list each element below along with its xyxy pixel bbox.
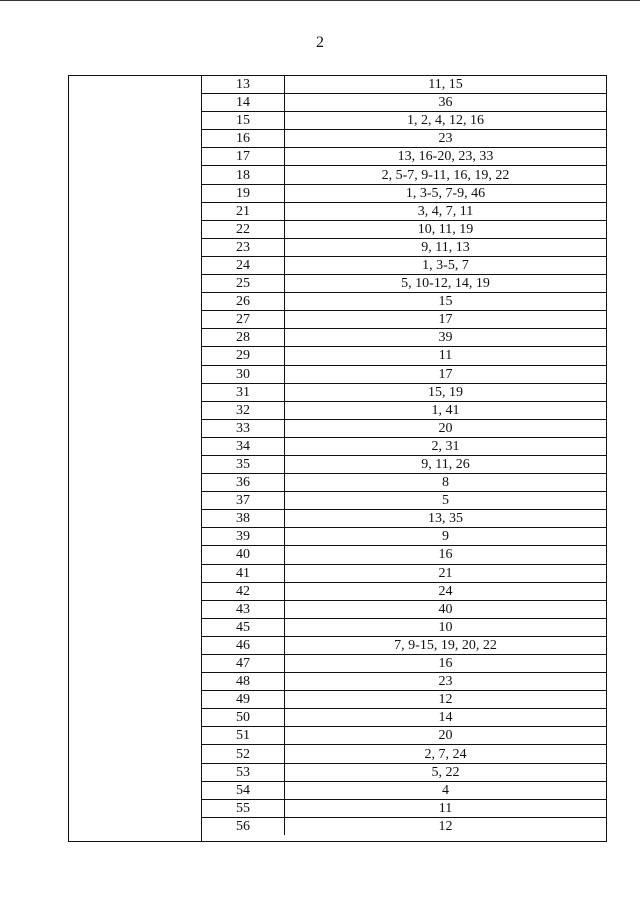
row-references-cell: 24 — [285, 582, 607, 600]
row-references-cell: 15, 19 — [285, 383, 607, 401]
row-references-cell: 13, 35 — [285, 510, 607, 528]
row-number-cell: 55 — [202, 799, 285, 817]
page-number: 2 — [316, 34, 324, 51]
table-body — [202, 76, 606, 835]
row-references-cell: 16 — [285, 655, 607, 673]
row-number-cell: 19 — [202, 184, 285, 202]
row-references-cell: 1, 41 — [285, 401, 607, 419]
row-number-cell: 38 — [202, 510, 285, 528]
row-number-cell: 46 — [202, 636, 285, 654]
row-references-cell: 1, 3-5, 7 — [285, 256, 607, 274]
row-references-cell: 11 — [285, 799, 607, 817]
table-row — [202, 130, 606, 148]
row-references-cell: 40 — [285, 600, 607, 618]
row-references-cell: 9, 11, 13 — [285, 238, 607, 256]
row-number-cell: 52 — [202, 745, 285, 763]
row-number-cell: 39 — [202, 528, 285, 546]
table-row — [202, 293, 606, 311]
row-number-cell: 24 — [202, 256, 285, 274]
reference-table — [68, 75, 607, 842]
row-references-cell: 39 — [285, 329, 607, 347]
row-references-cell: 12 — [285, 691, 607, 709]
table-row — [202, 546, 606, 564]
row-number-cell: 35 — [202, 455, 285, 473]
table-row — [202, 709, 606, 727]
table-row — [202, 510, 606, 528]
row-number-cell: 54 — [202, 781, 285, 799]
page-top-edge — [0, 0, 640, 1]
table-row — [202, 781, 606, 799]
row-number-cell: 22 — [202, 220, 285, 238]
row-number-cell: 34 — [202, 437, 285, 455]
table-row — [202, 311, 606, 329]
table-merged-left-column — [69, 76, 202, 841]
table-row — [202, 365, 606, 383]
row-references-cell: 5 — [285, 492, 607, 510]
table-row — [202, 383, 606, 401]
row-number-cell: 48 — [202, 673, 285, 691]
row-number-cell: 27 — [202, 311, 285, 329]
row-references-cell: 9 — [285, 528, 607, 546]
row-number-cell: 26 — [202, 293, 285, 311]
row-references-cell: 15 — [285, 293, 607, 311]
table-row — [202, 419, 606, 437]
table-row — [202, 799, 606, 817]
row-number-cell: 13 — [202, 76, 285, 94]
row-number-cell: 23 — [202, 238, 285, 256]
row-number-cell: 51 — [202, 727, 285, 745]
table-row — [202, 112, 606, 130]
table-row — [202, 347, 606, 365]
row-number-cell: 50 — [202, 709, 285, 727]
row-number-cell: 43 — [202, 600, 285, 618]
row-number-cell: 25 — [202, 275, 285, 293]
row-number-cell: 32 — [202, 401, 285, 419]
table-row — [202, 564, 606, 582]
table-row — [202, 166, 606, 184]
row-number-cell: 30 — [202, 365, 285, 383]
row-references-cell: 8 — [285, 474, 607, 492]
row-number-cell: 42 — [202, 582, 285, 600]
table-row — [202, 528, 606, 546]
table-row — [202, 474, 606, 492]
row-references-cell: 3, 4, 7, 11 — [285, 202, 607, 220]
row-references-cell: 7, 9-15, 19, 20, 22 — [285, 636, 607, 654]
table-row — [202, 401, 606, 419]
row-number-cell: 16 — [202, 130, 285, 148]
table-row — [202, 94, 606, 112]
row-references-cell: 23 — [285, 130, 607, 148]
table-row — [202, 455, 606, 473]
table-row — [202, 745, 606, 763]
row-references-cell: 13, 16-20, 23, 33 — [285, 148, 607, 166]
table-row — [202, 763, 606, 781]
row-number-cell: 18 — [202, 166, 285, 184]
row-references-cell: 36 — [285, 94, 607, 112]
table-row — [202, 437, 606, 455]
row-number-cell: 40 — [202, 546, 285, 564]
row-number-cell: 56 — [202, 817, 285, 835]
table-row — [202, 582, 606, 600]
table-row — [202, 817, 606, 835]
row-references-cell: 10 — [285, 618, 607, 636]
table-row — [202, 256, 606, 274]
table-row — [202, 727, 606, 745]
row-number-cell: 41 — [202, 564, 285, 582]
row-number-cell: 29 — [202, 347, 285, 365]
row-references-cell: 16 — [285, 546, 607, 564]
row-references-cell: 1, 2, 4, 12, 16 — [285, 112, 607, 130]
row-references-cell: 14 — [285, 709, 607, 727]
row-references-cell: 21 — [285, 564, 607, 582]
row-references-cell: 2, 31 — [285, 437, 607, 455]
row-references-cell: 11, 15 — [285, 76, 607, 94]
table-row — [202, 329, 606, 347]
table-row — [202, 76, 606, 94]
row-references-cell: 20 — [285, 727, 607, 745]
row-number-cell: 28 — [202, 329, 285, 347]
row-references-cell: 20 — [285, 419, 607, 437]
row-references-cell: 4 — [285, 781, 607, 799]
row-number-cell: 45 — [202, 618, 285, 636]
row-references-cell: 10, 11, 19 — [285, 220, 607, 238]
row-references-cell: 12 — [438, 818, 453, 834]
row-number-cell: 31 — [202, 383, 285, 401]
row-number-cell: 17 — [202, 148, 285, 166]
table-row — [202, 673, 606, 691]
row-number-cell: 33 — [202, 419, 285, 437]
table-row — [202, 184, 606, 202]
table-row — [202, 655, 606, 673]
row-number-cell: 47 — [202, 655, 285, 673]
row-references-cell: 5, 10-12, 14, 19 — [285, 275, 607, 293]
row-number-cell: 53 — [202, 763, 285, 781]
row-number-cell: 21 — [202, 202, 285, 220]
table-row — [202, 492, 606, 510]
row-references-cell: 5, 22 — [285, 763, 607, 781]
table-row — [202, 238, 606, 256]
table-row — [202, 220, 606, 238]
table-row — [202, 202, 606, 220]
table-row — [202, 275, 606, 293]
table-row — [202, 600, 606, 618]
row-references-cell: 17 — [285, 365, 607, 383]
row-references-cell: 11 — [285, 347, 607, 365]
row-references-cell: 2, 7, 24 — [285, 745, 607, 763]
row-references-cell: 23 — [285, 673, 607, 691]
table-row — [202, 636, 606, 654]
table-row — [202, 691, 606, 709]
row-number-cell: 36 — [202, 474, 285, 492]
row-number-cell: 15 — [202, 112, 285, 130]
row-references-cell: 2, 5-7, 9-11, 16, 19, 22 — [285, 166, 607, 184]
table-row — [202, 148, 606, 166]
row-number-cell: 37 — [202, 492, 285, 510]
row-references-cell: 9, 11, 26 — [285, 455, 607, 473]
row-references-cell: 1, 3-5, 7-9, 46 — [285, 184, 607, 202]
row-number-cell: 14 — [202, 94, 285, 112]
table-row — [202, 618, 606, 636]
row-references-cell: 17 — [285, 311, 607, 329]
row-number-cell: 49 — [202, 691, 285, 709]
